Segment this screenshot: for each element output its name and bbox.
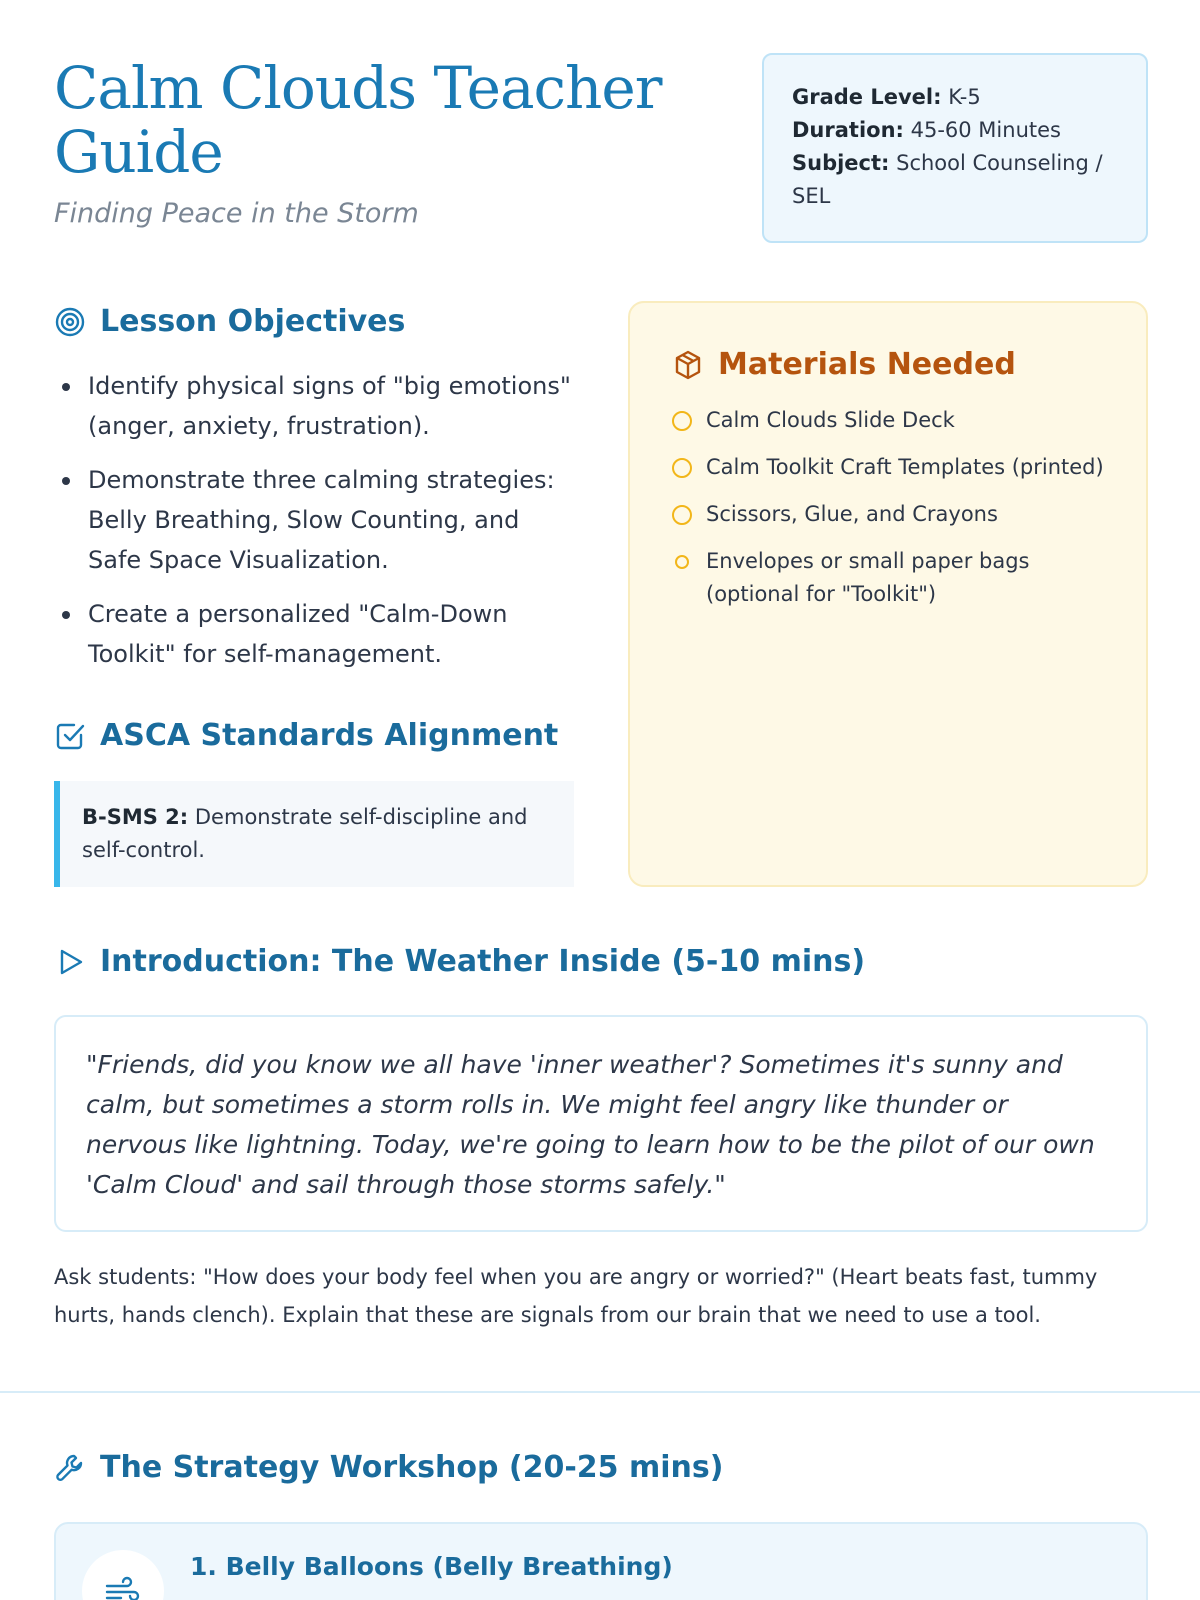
duration-value: 45-60 Minutes — [910, 118, 1061, 142]
objectives-heading — [54, 304, 405, 339]
duration-row — [792, 114, 1118, 147]
list-item — [672, 545, 1104, 611]
strategy-icon-circle — [82, 1550, 164, 1600]
subject-row — [792, 147, 1118, 213]
material-label: Calm Toolkit Craft Templates (printed) — [706, 455, 1104, 479]
standard-text: Demonstrate self-discipline and self-control. — [82, 805, 528, 862]
standards-heading — [54, 718, 558, 753]
page-subtitle: Finding Peace in the Storm — [54, 198, 419, 229]
list-item: Create a personalized "Calm-Down Toolkit" for self-management. — [54, 594, 574, 674]
checkbox-icon — [54, 720, 86, 752]
page-title: Calm Clouds Teacher Guide — [54, 54, 662, 186]
bullet-circle-icon — [672, 505, 692, 525]
strategy-title: 1. Belly Balloons (Belly Breathing) — [190, 1552, 673, 1581]
materials-heading — [672, 347, 1104, 382]
bullet-circle-icon — [675, 555, 689, 569]
subject-value: School Counseling / SEL — [792, 151, 1103, 208]
list-item — [672, 404, 1104, 437]
strategy-card — [54, 1522, 1148, 1600]
standards-title: ASCA Standards Alignment — [100, 718, 559, 753]
list-item — [672, 498, 1104, 531]
target-icon — [54, 306, 86, 338]
list-item: Demonstrate three calming strategies: Belly Breathing, Slow Counting, and Safe Space Visualization. — [54, 460, 574, 580]
introduction-text: Ask students: "How does your body feel when you are angry or worried?" (Heart beats fast, tummy hurts, hands clench). Explain that these are signals from our brain that we need to use a tool. — [54, 1265, 1098, 1327]
material-label: Scissors, Glue, and Crayons — [706, 502, 998, 526]
list-item — [672, 451, 1104, 484]
box-icon — [672, 349, 704, 381]
introduction-quote: "Friends, did you know we all have 'inner weather'? Sometimes it's sunny and calm, but sometimes a storm rolls in. We might feel angry like thunder or nervous like lightning. Today, we're going to learn how to be the pilot of our own 'Calm Cloud' and sail through those storms safely." — [54, 1015, 1148, 1232]
bullet-circle-icon — [672, 458, 692, 478]
workshop-heading — [54, 1450, 723, 1485]
section-divider — [0, 1391, 1200, 1393]
grade-level-value: K-5 — [948, 85, 981, 109]
introduction-heading — [54, 944, 865, 979]
bullet-circle-icon — [672, 411, 692, 431]
wind-icon — [103, 1571, 143, 1600]
workshop-title: The Strategy Workshop (20-25 mins) — [100, 1450, 724, 1485]
materials-list — [672, 404, 1104, 611]
duration-label: Duration: — [792, 118, 904, 142]
lesson-info-box — [762, 53, 1148, 243]
grade-level-row — [792, 81, 1118, 114]
material-label: Envelopes or small paper bags (optional for "Toolkit") — [706, 549, 1030, 606]
introduction-title: Introduction: The Weather Inside (5-10 mins) — [100, 944, 866, 979]
play-icon — [54, 946, 86, 978]
objectives-title: Lesson Objectives — [100, 304, 406, 339]
page-header — [54, 56, 694, 229]
materials-panel — [628, 301, 1148, 887]
subject-label: Subject: — [792, 151, 890, 175]
materials-title: Materials Needed — [718, 347, 1016, 382]
wrench-icon — [54, 1452, 86, 1484]
objectives-list — [54, 366, 574, 688]
grade-level-label: Grade Level: — [792, 85, 942, 109]
material-label: Calm Clouds Slide Deck — [706, 408, 955, 432]
standard-callout — [54, 781, 574, 887]
standard-code: B-SMS 2: — [82, 805, 189, 829]
list-item: Identify physical signs of "big emotions" (anger, anxiety, frustration). — [54, 366, 574, 446]
